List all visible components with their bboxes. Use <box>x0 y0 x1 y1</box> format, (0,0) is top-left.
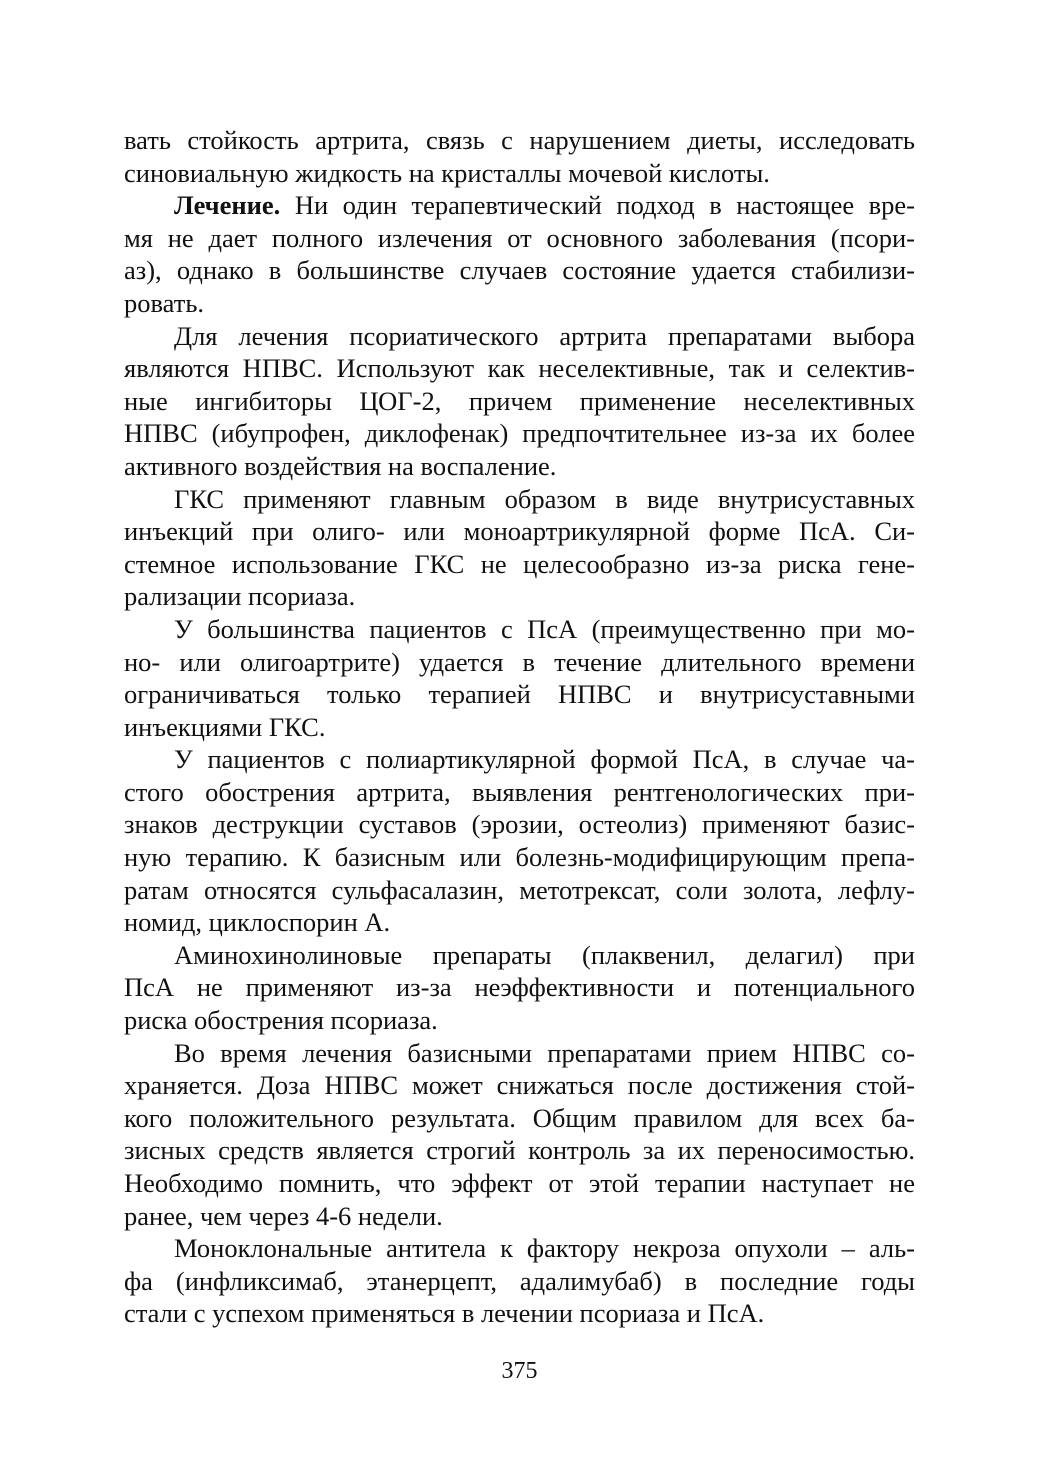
text-line: ограничиваться только терапией НПВС и внутрисуставными <box>124 679 915 710</box>
text-line: У большинства пациентов с ПсА (преимущественно при мо- <box>174 613 915 644</box>
text-line: зисных средств является строгий контроль за их переносимостью. <box>124 1135 915 1166</box>
text-line: ратам относятся сульфасалазин, метотрексат, соли золота, лефлу- <box>124 874 915 905</box>
paragraph-8 <box>124 1037 915 1233</box>
text-line: знаков деструкции суставов (эрозии, остеолиз) применяют базис- <box>124 809 915 840</box>
text-line: номид, циклоспорин А. <box>124 907 391 938</box>
text-line: инъекциями ГКС. <box>124 711 326 742</box>
paragraph-4 <box>124 483 915 613</box>
text-line: У пациентов с полиартикулярной формой ПсА, в случае ча- <box>174 744 915 775</box>
text-line: аз), однако в большинстве случаев состояние удается стабилизи- <box>124 255 915 286</box>
text-line: стали с успехом применяться в лечении псориаза и ПсА. <box>124 1298 765 1329</box>
text-line: ную терапию. К базисным или болезнь-модифицирующим препа- <box>124 842 915 873</box>
section-heading: Лечение. <box>174 190 281 221</box>
text-line: мя не дает полного излечения от основного заболевания (псори- <box>124 222 915 253</box>
text-line: ПсА не применяют из-за неэффективности и потенциального <box>124 972 915 1003</box>
text-line: стого обострения артрита, выявления рентгенологических при- <box>124 776 915 807</box>
text-line: Аминохинолиновые препараты (плаквенил, делагил) при <box>174 939 915 970</box>
text-line: риска обострения псориаза. <box>124 1005 438 1036</box>
text-line: ранее, чем через 4-6 недели. <box>124 1200 443 1231</box>
text-line: фа (инфликсимаб, этанерцепт, адалимубаб) в последние годы <box>124 1265 915 1296</box>
text-line: храняется. Доза НПВС может снижаться после достижения стой- <box>124 1070 915 1101</box>
text-line: Для лечения псориатического артрита препаратами выбора <box>174 320 915 351</box>
page-number: 375 <box>501 1358 538 1384</box>
paragraph-1 <box>124 124 915 189</box>
text-line: но- или олигоартрите) удается в течение длительного времени <box>124 646 915 677</box>
text-line: ровать. <box>124 287 205 318</box>
paragraph-9 <box>124 1232 915 1330</box>
text-line: рализации псориаза. <box>124 581 356 612</box>
paragraph-5 <box>124 613 915 743</box>
text-line <box>124 189 915 222</box>
text-line: ГКС применяют главным образом в виде внутрисуставных <box>174 483 915 514</box>
text-line-rest: Ни один терапевтический подход в настоящее вре- <box>280 190 915 221</box>
text-line: вать стойкость артрита, связь с нарушением диеты, исследовать <box>124 125 915 155</box>
text-line: синовиальную жидкость на кристаллы мочевой кислоты. <box>124 157 770 188</box>
text-line: инъекций при олиго- или моноартрикулярной форме ПсА. Си- <box>124 516 915 547</box>
paragraph-6 <box>124 743 915 939</box>
paragraph-3 <box>124 320 915 483</box>
text-line: Необходимо помнить, что эффект от этой терапии наступает не <box>124 1168 915 1198</box>
text-line: являются НПВС. Используют как неселективные, так и селектив- <box>124 353 915 384</box>
text-line: ные ингибиторы ЦОГ-2, причем применение неселективных <box>124 385 915 416</box>
text-line: НПВС (ибупрофен, диклофенак) предпочтительнее из-за их более <box>124 418 915 449</box>
text-line: кого положительного результата. Общим правилом для всех ба- <box>124 1102 915 1133</box>
text-line: стемное использование ГКС не целесообразно из-за риска гене- <box>124 548 915 579</box>
paragraph-7 <box>124 939 915 1037</box>
text-line: Во время лечения базисными препаратами прием НПВС со- <box>174 1037 915 1068</box>
text-line: активного воздействия на воспаление. <box>124 450 557 481</box>
paragraph-treatment <box>124 189 915 319</box>
text-line: Моноклональные антитела к фактору некроза опухоли – аль- <box>174 1233 915 1264</box>
page-body <box>124 124 915 1330</box>
